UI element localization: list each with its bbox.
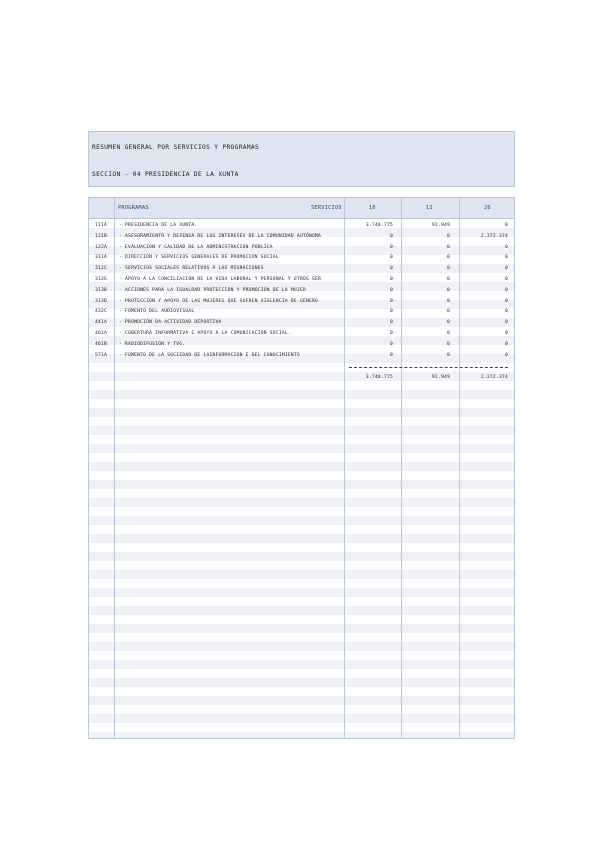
value-col-11: 0 [446,299,450,304]
value-col-11: 0 [446,234,450,239]
table-header [89,198,514,219]
total-col-11: 92.949 [431,375,450,380]
value-col-10: 0 [389,255,393,260]
program-code: 571A [95,353,108,358]
program-description: - EVALUACIÓN Y CALIDAD DE LA ADMINISTRACIÓN PÚBLICA [119,245,273,250]
value-col-10: 0 [389,234,393,239]
value-col-11: 0 [446,320,450,325]
program-description: - RADIODIFUSIÓN Y TVG. [119,342,186,347]
value-col-20: 2.372.374 [480,234,508,239]
program-description: - PROMOCIÓN DA ACTIVIDAD DEPORTIVA [119,320,222,325]
totals-separator [349,367,508,368]
program-description: - ACCIONES PARA LA IGUALDAD PROTECCIÓN Y PROMOCIÓN DE LA MUJER [119,288,306,293]
value-col-11: 0 [446,288,450,293]
value-col-11: 0 [446,309,450,314]
value-col-11: 92.949 [431,223,450,228]
total-col-20: 2.372.374 [480,375,508,380]
value-col-10: 3.740.775 [365,223,393,228]
table-row [89,351,514,360]
program-code: 311A [95,255,108,260]
program-code: 121B [95,234,108,239]
program-code: 111A [95,223,108,228]
program-description: - FOMENTO DEL AUDIOVISUAL [119,309,195,314]
program-description: - FOMENTO DE LA SOCIEDAD DE LAINFORMACIÓN E DEL CONOCIMIENTO [119,353,300,358]
value-col-10: 0 [389,266,393,271]
table-row [89,286,514,295]
table-row [89,318,514,327]
header-col-10: 10 [369,205,376,211]
program-code: 432C [95,309,108,314]
value-col-20: 0 [504,288,508,293]
table-row [89,221,514,230]
value-col-11: 0 [446,277,450,282]
value-col-11: 0 [446,255,450,260]
report-title: RESUMEN GENERAL POR SERVICIOS Y PROGRAMAS [92,144,260,151]
program-description: - PRESIDENCIA DE LA XUNTA. [119,223,198,228]
value-col-10: 0 [389,277,393,282]
value-col-20: 0 [504,255,508,260]
table-row [89,264,514,273]
program-description: - APOYO A LA CONCILIACIÓN DE LA VIDA LABORAL Y PERSONAL Y OTROS SER [119,277,322,282]
value-col-10: 0 [389,288,393,293]
header-col-11: 11 [426,205,433,211]
totals-row [89,373,514,382]
value-col-10: 0 [389,299,393,304]
table-row [89,307,514,316]
program-description: - PROTECCIÓN Y APOYO DE LAS MUJERES QUE SUFREN VIOLENCIA DE GÉNERO [119,299,319,304]
value-col-10: 0 [389,331,393,336]
value-col-10: 0 [389,320,393,325]
program-code: 122A [95,245,108,250]
value-col-20: 0 [504,331,508,336]
program-code: 313D [95,299,108,304]
value-col-10: 0 [389,342,393,347]
value-col-20: 0 [504,277,508,282]
program-code: 461B [95,342,108,347]
table-row [89,275,514,284]
program-code: 441A [95,320,108,325]
report-header [88,131,515,187]
program-code: 312G [95,277,108,282]
program-code: 313B [95,288,108,293]
header-programas: PROGRAMAS [118,205,149,211]
value-col-11: 0 [446,245,450,250]
table-row [89,253,514,262]
summary-table [88,197,515,739]
value-col-20: 0 [504,353,508,358]
value-col-20: 0 [504,245,508,250]
value-col-20: 0 [504,223,508,228]
table-row [89,340,514,349]
value-col-10: 0 [389,309,393,314]
table-row [89,297,514,306]
program-description: - ASESORAMIENTO Y DEFENSA DE LOS INTERESES DE LA COMUNIDAD AUTÓNOMA [119,234,322,239]
value-col-11: 0 [446,331,450,336]
program-code: 461A [95,331,108,336]
program-code: 312C [95,266,108,271]
value-col-20: 0 [504,266,508,271]
value-col-11: 0 [446,342,450,347]
value-col-10: 0 [389,245,393,250]
value-col-20: 0 [504,342,508,347]
value-col-11: 0 [446,353,450,358]
program-description: - SERVICIOS SOCIALES RELATIVOS A LAS MIGRACIONES [119,266,264,271]
program-description: - COBERTURA INFORMATIVA E APOYO A LA COMUNICACIÓN SOCIAL. [119,331,291,336]
value-col-20: 0 [504,299,508,304]
table-row [89,329,514,338]
program-description: - DIRECCIÓN Y SERVICIOS GENERALES DE PROMOCIÓN SOCIAL [119,255,279,260]
table-row [89,232,514,241]
header-col-20: 20 [484,205,491,211]
header-servicios: SERVICIOS [311,205,342,211]
section-title: SECCION - 04 PRESIDENCIA DE LA XUNTA [92,171,239,178]
value-col-11: 0 [446,266,450,271]
value-col-10: 0 [389,353,393,358]
value-col-20: 0 [504,309,508,314]
total-col-10: 3.740.775 [365,375,393,380]
value-col-20: 0 [504,320,508,325]
table-row [89,243,514,252]
